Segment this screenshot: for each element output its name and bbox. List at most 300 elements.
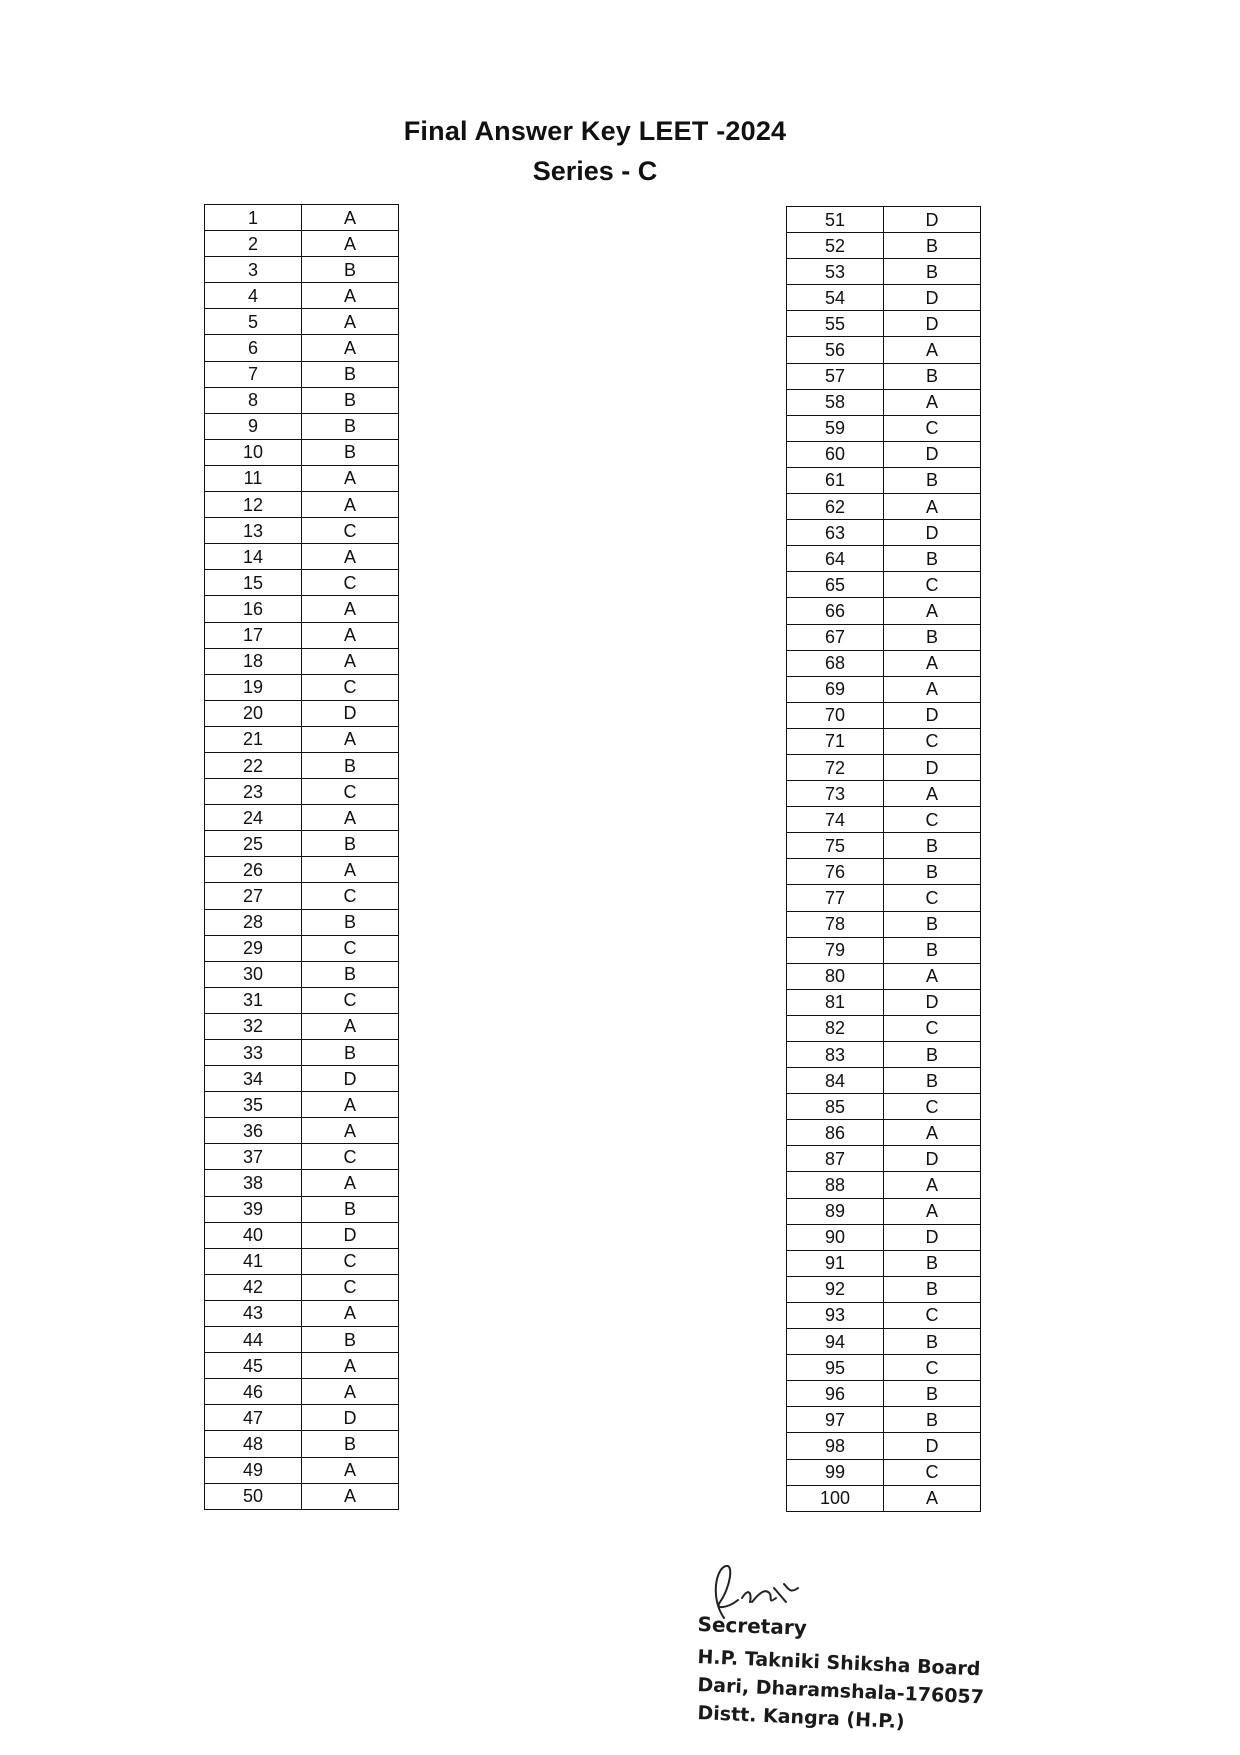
question-number-cell: 35 <box>205 1092 302 1118</box>
question-number-cell: 42 <box>205 1274 302 1300</box>
question-number-cell: 8 <box>205 387 302 413</box>
question-number-cell: 60 <box>787 441 884 467</box>
answer-cell: A <box>302 1170 399 1196</box>
answer-cell: B <box>884 259 981 285</box>
answer-cell: C <box>884 885 981 911</box>
question-number-cell: 5 <box>205 309 302 335</box>
answer-cell: C <box>302 570 399 596</box>
answer-cell: B <box>884 546 981 572</box>
answer-cell: C <box>302 779 399 805</box>
answer-cell: A <box>302 1300 399 1326</box>
answer-cell: B <box>302 1431 399 1457</box>
answer-cell: D <box>302 700 399 726</box>
question-number-cell: 88 <box>787 1172 884 1198</box>
answer-cell: C <box>884 415 981 441</box>
question-number-cell: 17 <box>205 622 302 648</box>
table-row <box>205 492 399 518</box>
table-row <box>205 1300 399 1326</box>
table-row <box>787 1172 981 1198</box>
table-row <box>787 1381 981 1407</box>
answer-cell: B <box>302 413 399 439</box>
answer-cell: B <box>884 1250 981 1276</box>
question-number-cell: 82 <box>787 1015 884 1041</box>
answer-cell: A <box>884 963 981 989</box>
table-row <box>787 285 981 311</box>
question-number-cell: 27 <box>205 883 302 909</box>
table-row <box>205 1353 399 1379</box>
answer-cell: B <box>884 833 981 859</box>
question-number-cell: 40 <box>205 1222 302 1248</box>
question-number-cell: 32 <box>205 1013 302 1039</box>
page-subtitle: Series - C <box>532 156 658 186</box>
answer-cell: C <box>302 883 399 909</box>
question-number-cell: 86 <box>787 1120 884 1146</box>
question-number-cell: 90 <box>787 1224 884 1250</box>
answer-cell: B <box>302 1040 399 1066</box>
question-number-cell: 54 <box>787 285 884 311</box>
table-row <box>787 520 981 546</box>
answer-cell: D <box>884 1146 981 1172</box>
table-row <box>787 259 981 285</box>
table-row <box>205 413 399 439</box>
answer-cell: C <box>884 807 981 833</box>
question-number-cell: 71 <box>787 728 884 754</box>
table-row <box>787 1042 981 1068</box>
signatory-district: Distt. Kangra (H.P.) <box>697 1702 906 1734</box>
question-number-cell: 47 <box>205 1405 302 1431</box>
table-row <box>205 1222 399 1248</box>
answer-cell: B <box>884 1042 981 1068</box>
table-row <box>205 1144 399 1170</box>
answer-cell: B <box>884 1381 981 1407</box>
answer-cell: A <box>302 1353 399 1379</box>
table-row <box>205 726 399 752</box>
question-number-cell: 94 <box>787 1329 884 1355</box>
question-number-cell: 46 <box>205 1379 302 1405</box>
question-number-cell: 10 <box>205 439 302 465</box>
table-row <box>787 467 981 493</box>
table-row <box>205 935 399 961</box>
answer-cell: B <box>884 911 981 937</box>
question-number-cell: 38 <box>205 1170 302 1196</box>
table-row <box>205 674 399 700</box>
table-row <box>205 857 399 883</box>
question-number-cell: 78 <box>787 911 884 937</box>
table-row <box>205 909 399 935</box>
question-number-cell: 6 <box>205 335 302 361</box>
answer-cell: A <box>302 1457 399 1483</box>
table-row <box>787 1433 981 1459</box>
question-number-cell: 84 <box>787 1068 884 1094</box>
table-row <box>205 1040 399 1066</box>
answer-cell: D <box>302 1405 399 1431</box>
question-number-cell: 56 <box>787 337 884 363</box>
table-row <box>205 1327 399 1353</box>
answer-cell: C <box>884 1302 981 1328</box>
table-row <box>787 1120 981 1146</box>
question-number-cell: 61 <box>787 467 884 493</box>
table-row <box>205 883 399 909</box>
question-number-cell: 97 <box>787 1407 884 1433</box>
question-number-cell: 4 <box>205 283 302 309</box>
table-row <box>205 518 399 544</box>
question-number-cell: 51 <box>787 207 884 233</box>
question-number-cell: 29 <box>205 935 302 961</box>
question-number-cell: 99 <box>787 1459 884 1485</box>
answer-cell: A <box>302 596 399 622</box>
answer-cell: A <box>302 544 399 570</box>
question-number-cell: 18 <box>205 648 302 674</box>
question-number-cell: 11 <box>205 465 302 491</box>
question-number-cell: 26 <box>205 857 302 883</box>
table-row <box>787 415 981 441</box>
question-number-cell: 24 <box>205 805 302 831</box>
question-number-cell: 93 <box>787 1302 884 1328</box>
table-row <box>205 465 399 491</box>
table-row <box>205 1248 399 1274</box>
answer-cell: D <box>302 1066 399 1092</box>
question-number-cell: 19 <box>205 674 302 700</box>
signatory-organization: H.P. Takniki Shiksha Board <box>697 1646 981 1681</box>
table-row <box>787 754 981 780</box>
table-row <box>205 648 399 674</box>
table-row <box>787 728 981 754</box>
answer-cell: D <box>302 1222 399 1248</box>
table-row <box>787 572 981 598</box>
table-row <box>205 752 399 778</box>
answer-cell: A <box>302 1118 399 1144</box>
question-number-cell: 69 <box>787 676 884 702</box>
table-row <box>787 781 981 807</box>
question-number-cell: 64 <box>787 546 884 572</box>
answer-cell: B <box>884 1407 981 1433</box>
question-number-cell: 70 <box>787 702 884 728</box>
answer-cell: D <box>884 702 981 728</box>
question-number-cell: 89 <box>787 1198 884 1224</box>
answer-cell: A <box>302 1379 399 1405</box>
question-number-cell: 49 <box>205 1457 302 1483</box>
answer-cell: B <box>884 624 981 650</box>
table-row <box>205 1170 399 1196</box>
answer-cell: A <box>302 1092 399 1118</box>
question-number-cell: 66 <box>787 598 884 624</box>
answer-cell: A <box>884 1120 981 1146</box>
table-row <box>787 546 981 572</box>
answer-cell: B <box>884 1276 981 1302</box>
answer-cell: C <box>884 1094 981 1120</box>
table-row <box>787 207 981 233</box>
table-row <box>787 363 981 389</box>
question-number-cell: 50 <box>205 1483 302 1509</box>
answer-cell: A <box>302 622 399 648</box>
question-number-cell: 73 <box>787 781 884 807</box>
answer-cell: D <box>884 207 981 233</box>
question-number-cell: 63 <box>787 520 884 546</box>
table-row <box>205 1066 399 1092</box>
answer-cell: A <box>884 1198 981 1224</box>
answer-cell: A <box>302 335 399 361</box>
question-number-cell: 7 <box>205 361 302 387</box>
answer-cell: B <box>884 859 981 885</box>
question-number-cell: 100 <box>787 1485 884 1511</box>
question-number-cell: 28 <box>205 909 302 935</box>
question-number-cell: 87 <box>787 1146 884 1172</box>
question-number-cell: 33 <box>205 1040 302 1066</box>
table-row <box>787 989 981 1015</box>
answer-cell: B <box>302 439 399 465</box>
answer-key-table-left <box>204 204 399 1510</box>
answer-cell: A <box>884 781 981 807</box>
question-number-cell: 3 <box>205 257 302 283</box>
answer-cell: A <box>884 337 981 363</box>
table-row <box>205 1431 399 1457</box>
question-number-cell: 1 <box>205 205 302 231</box>
question-number-cell: 21 <box>205 726 302 752</box>
table-row <box>787 859 981 885</box>
table-row <box>787 1250 981 1276</box>
answer-cell: A <box>302 1483 399 1509</box>
question-number-cell: 76 <box>787 859 884 885</box>
answer-cell: C <box>302 1274 399 1300</box>
question-number-cell: 53 <box>787 259 884 285</box>
table-row <box>787 1302 981 1328</box>
answer-cell: C <box>884 1355 981 1381</box>
table-row <box>787 833 981 859</box>
table-row <box>787 1276 981 1302</box>
answer-cell: B <box>884 467 981 493</box>
answer-cell: A <box>302 465 399 491</box>
answer-cell: A <box>302 205 399 231</box>
table-row <box>787 1198 981 1224</box>
table-row <box>205 544 399 570</box>
table-row <box>787 1355 981 1381</box>
question-number-cell: 79 <box>787 937 884 963</box>
table-row <box>787 676 981 702</box>
table-row <box>787 1329 981 1355</box>
answer-cell: D <box>884 1224 981 1250</box>
table-row <box>205 1118 399 1144</box>
answer-cell: C <box>302 987 399 1013</box>
answer-cell: A <box>302 1013 399 1039</box>
table-row <box>205 596 399 622</box>
table-row <box>787 885 981 911</box>
table-row <box>787 389 981 415</box>
question-number-cell: 39 <box>205 1196 302 1222</box>
question-number-cell: 74 <box>787 807 884 833</box>
answer-cell: D <box>884 754 981 780</box>
question-number-cell: 16 <box>205 596 302 622</box>
answer-cell: B <box>302 1196 399 1222</box>
answer-cell: B <box>302 257 399 283</box>
answer-cell: B <box>884 363 981 389</box>
question-number-cell: 15 <box>205 570 302 596</box>
answer-cell: C <box>884 572 981 598</box>
table-row <box>205 1457 399 1483</box>
question-number-cell: 9 <box>205 413 302 439</box>
question-number-cell: 62 <box>787 494 884 520</box>
question-number-cell: 30 <box>205 961 302 987</box>
table-row <box>787 937 981 963</box>
question-number-cell: 37 <box>205 1144 302 1170</box>
table-row <box>787 337 981 363</box>
answer-cell: A <box>302 283 399 309</box>
question-number-cell: 59 <box>787 415 884 441</box>
table-row <box>787 1485 981 1511</box>
table-row <box>787 963 981 989</box>
table-row <box>205 439 399 465</box>
answer-cell: A <box>302 492 399 518</box>
answer-cell: A <box>884 1172 981 1198</box>
question-number-cell: 67 <box>787 624 884 650</box>
answer-cell: A <box>302 805 399 831</box>
answer-cell: C <box>884 728 981 754</box>
table-row <box>787 1146 981 1172</box>
question-number-cell: 75 <box>787 833 884 859</box>
table-row <box>787 311 981 337</box>
answer-cell: C <box>302 935 399 961</box>
question-number-cell: 95 <box>787 1355 884 1381</box>
table-row <box>205 700 399 726</box>
question-number-cell: 83 <box>787 1042 884 1068</box>
answer-cell: B <box>302 909 399 935</box>
answer-cell: A <box>302 726 399 752</box>
table-row <box>205 387 399 413</box>
answer-cell: B <box>302 831 399 857</box>
answer-cell: A <box>302 857 399 883</box>
question-number-cell: 77 <box>787 885 884 911</box>
question-number-cell: 91 <box>787 1250 884 1276</box>
question-number-cell: 43 <box>205 1300 302 1326</box>
answer-cell: D <box>884 285 981 311</box>
question-number-cell: 36 <box>205 1118 302 1144</box>
answer-key-table-right <box>786 206 981 1512</box>
answer-cell: A <box>884 494 981 520</box>
table-row <box>205 622 399 648</box>
answer-cell: B <box>884 937 981 963</box>
table-row <box>787 598 981 624</box>
question-number-cell: 72 <box>787 754 884 780</box>
table-row <box>205 231 399 257</box>
table-row <box>787 807 981 833</box>
question-number-cell: 45 <box>205 1353 302 1379</box>
question-number-cell: 85 <box>787 1094 884 1120</box>
answer-cell: B <box>302 961 399 987</box>
answer-cell: A <box>884 650 981 676</box>
signatory-address: Dari, Dharamshala-176057 <box>697 1674 985 1709</box>
answer-cell: A <box>302 648 399 674</box>
question-number-cell: 20 <box>205 700 302 726</box>
answer-cell: C <box>884 1459 981 1485</box>
question-number-cell: 13 <box>205 518 302 544</box>
table-row <box>787 702 981 728</box>
question-number-cell: 2 <box>205 231 302 257</box>
question-number-cell: 44 <box>205 1327 302 1353</box>
table-row <box>205 361 399 387</box>
signatory-designation: Secretary <box>697 1612 808 1640</box>
question-number-cell: 25 <box>205 831 302 857</box>
answer-cell: C <box>302 518 399 544</box>
signature-block <box>690 1558 1010 1738</box>
answer-cell: A <box>302 231 399 257</box>
answer-cell: A <box>884 676 981 702</box>
answer-cell: B <box>302 361 399 387</box>
question-number-cell: 23 <box>205 779 302 805</box>
answer-cell: A <box>884 389 981 415</box>
answer-cell: B <box>302 387 399 413</box>
question-number-cell: 14 <box>205 544 302 570</box>
table-row <box>205 335 399 361</box>
answer-cell: A <box>884 598 981 624</box>
question-number-cell: 92 <box>787 1276 884 1302</box>
table-row <box>205 309 399 335</box>
answer-cell: B <box>302 752 399 778</box>
question-number-cell: 55 <box>787 311 884 337</box>
table-row <box>205 805 399 831</box>
answer-cell: C <box>302 674 399 700</box>
answer-cell: A <box>302 309 399 335</box>
question-number-cell: 12 <box>205 492 302 518</box>
answer-cell: D <box>884 1433 981 1459</box>
question-number-cell: 41 <box>205 1248 302 1274</box>
table-row <box>205 1274 399 1300</box>
question-number-cell: 22 <box>205 752 302 778</box>
table-row <box>205 987 399 1013</box>
table-row <box>787 1224 981 1250</box>
answer-cell: D <box>884 989 981 1015</box>
question-number-cell: 81 <box>787 989 884 1015</box>
table-row <box>205 779 399 805</box>
table-row <box>205 570 399 596</box>
table-row <box>205 1196 399 1222</box>
table-row <box>787 1459 981 1485</box>
table-row <box>787 624 981 650</box>
answer-cell: D <box>884 311 981 337</box>
table-row <box>205 257 399 283</box>
table-row <box>205 283 399 309</box>
table-row <box>787 233 981 259</box>
table-row <box>205 1483 399 1509</box>
answer-cell: B <box>302 1327 399 1353</box>
table-row <box>205 1379 399 1405</box>
question-number-cell: 31 <box>205 987 302 1013</box>
question-number-cell: 96 <box>787 1381 884 1407</box>
table-row <box>205 831 399 857</box>
question-number-cell: 98 <box>787 1433 884 1459</box>
question-number-cell: 57 <box>787 363 884 389</box>
table-row <box>787 650 981 676</box>
question-number-cell: 68 <box>787 650 884 676</box>
question-number-cell: 65 <box>787 572 884 598</box>
table-row <box>787 911 981 937</box>
table-row <box>787 494 981 520</box>
question-number-cell: 52 <box>787 233 884 259</box>
answer-cell: D <box>884 441 981 467</box>
question-number-cell: 34 <box>205 1066 302 1092</box>
table-row <box>787 1094 981 1120</box>
question-number-cell: 80 <box>787 963 884 989</box>
question-number-cell: 48 <box>205 1431 302 1457</box>
table-row <box>205 1092 399 1118</box>
table-row <box>787 1407 981 1433</box>
table-row <box>787 1015 981 1041</box>
question-number-cell: 58 <box>787 389 884 415</box>
answer-cell: D <box>884 520 981 546</box>
table-row <box>205 205 399 231</box>
answer-cell: C <box>302 1144 399 1170</box>
page-title: Final Answer Key LEET -2024 <box>403 116 787 146</box>
answer-cell: B <box>884 233 981 259</box>
table-row <box>205 1013 399 1039</box>
